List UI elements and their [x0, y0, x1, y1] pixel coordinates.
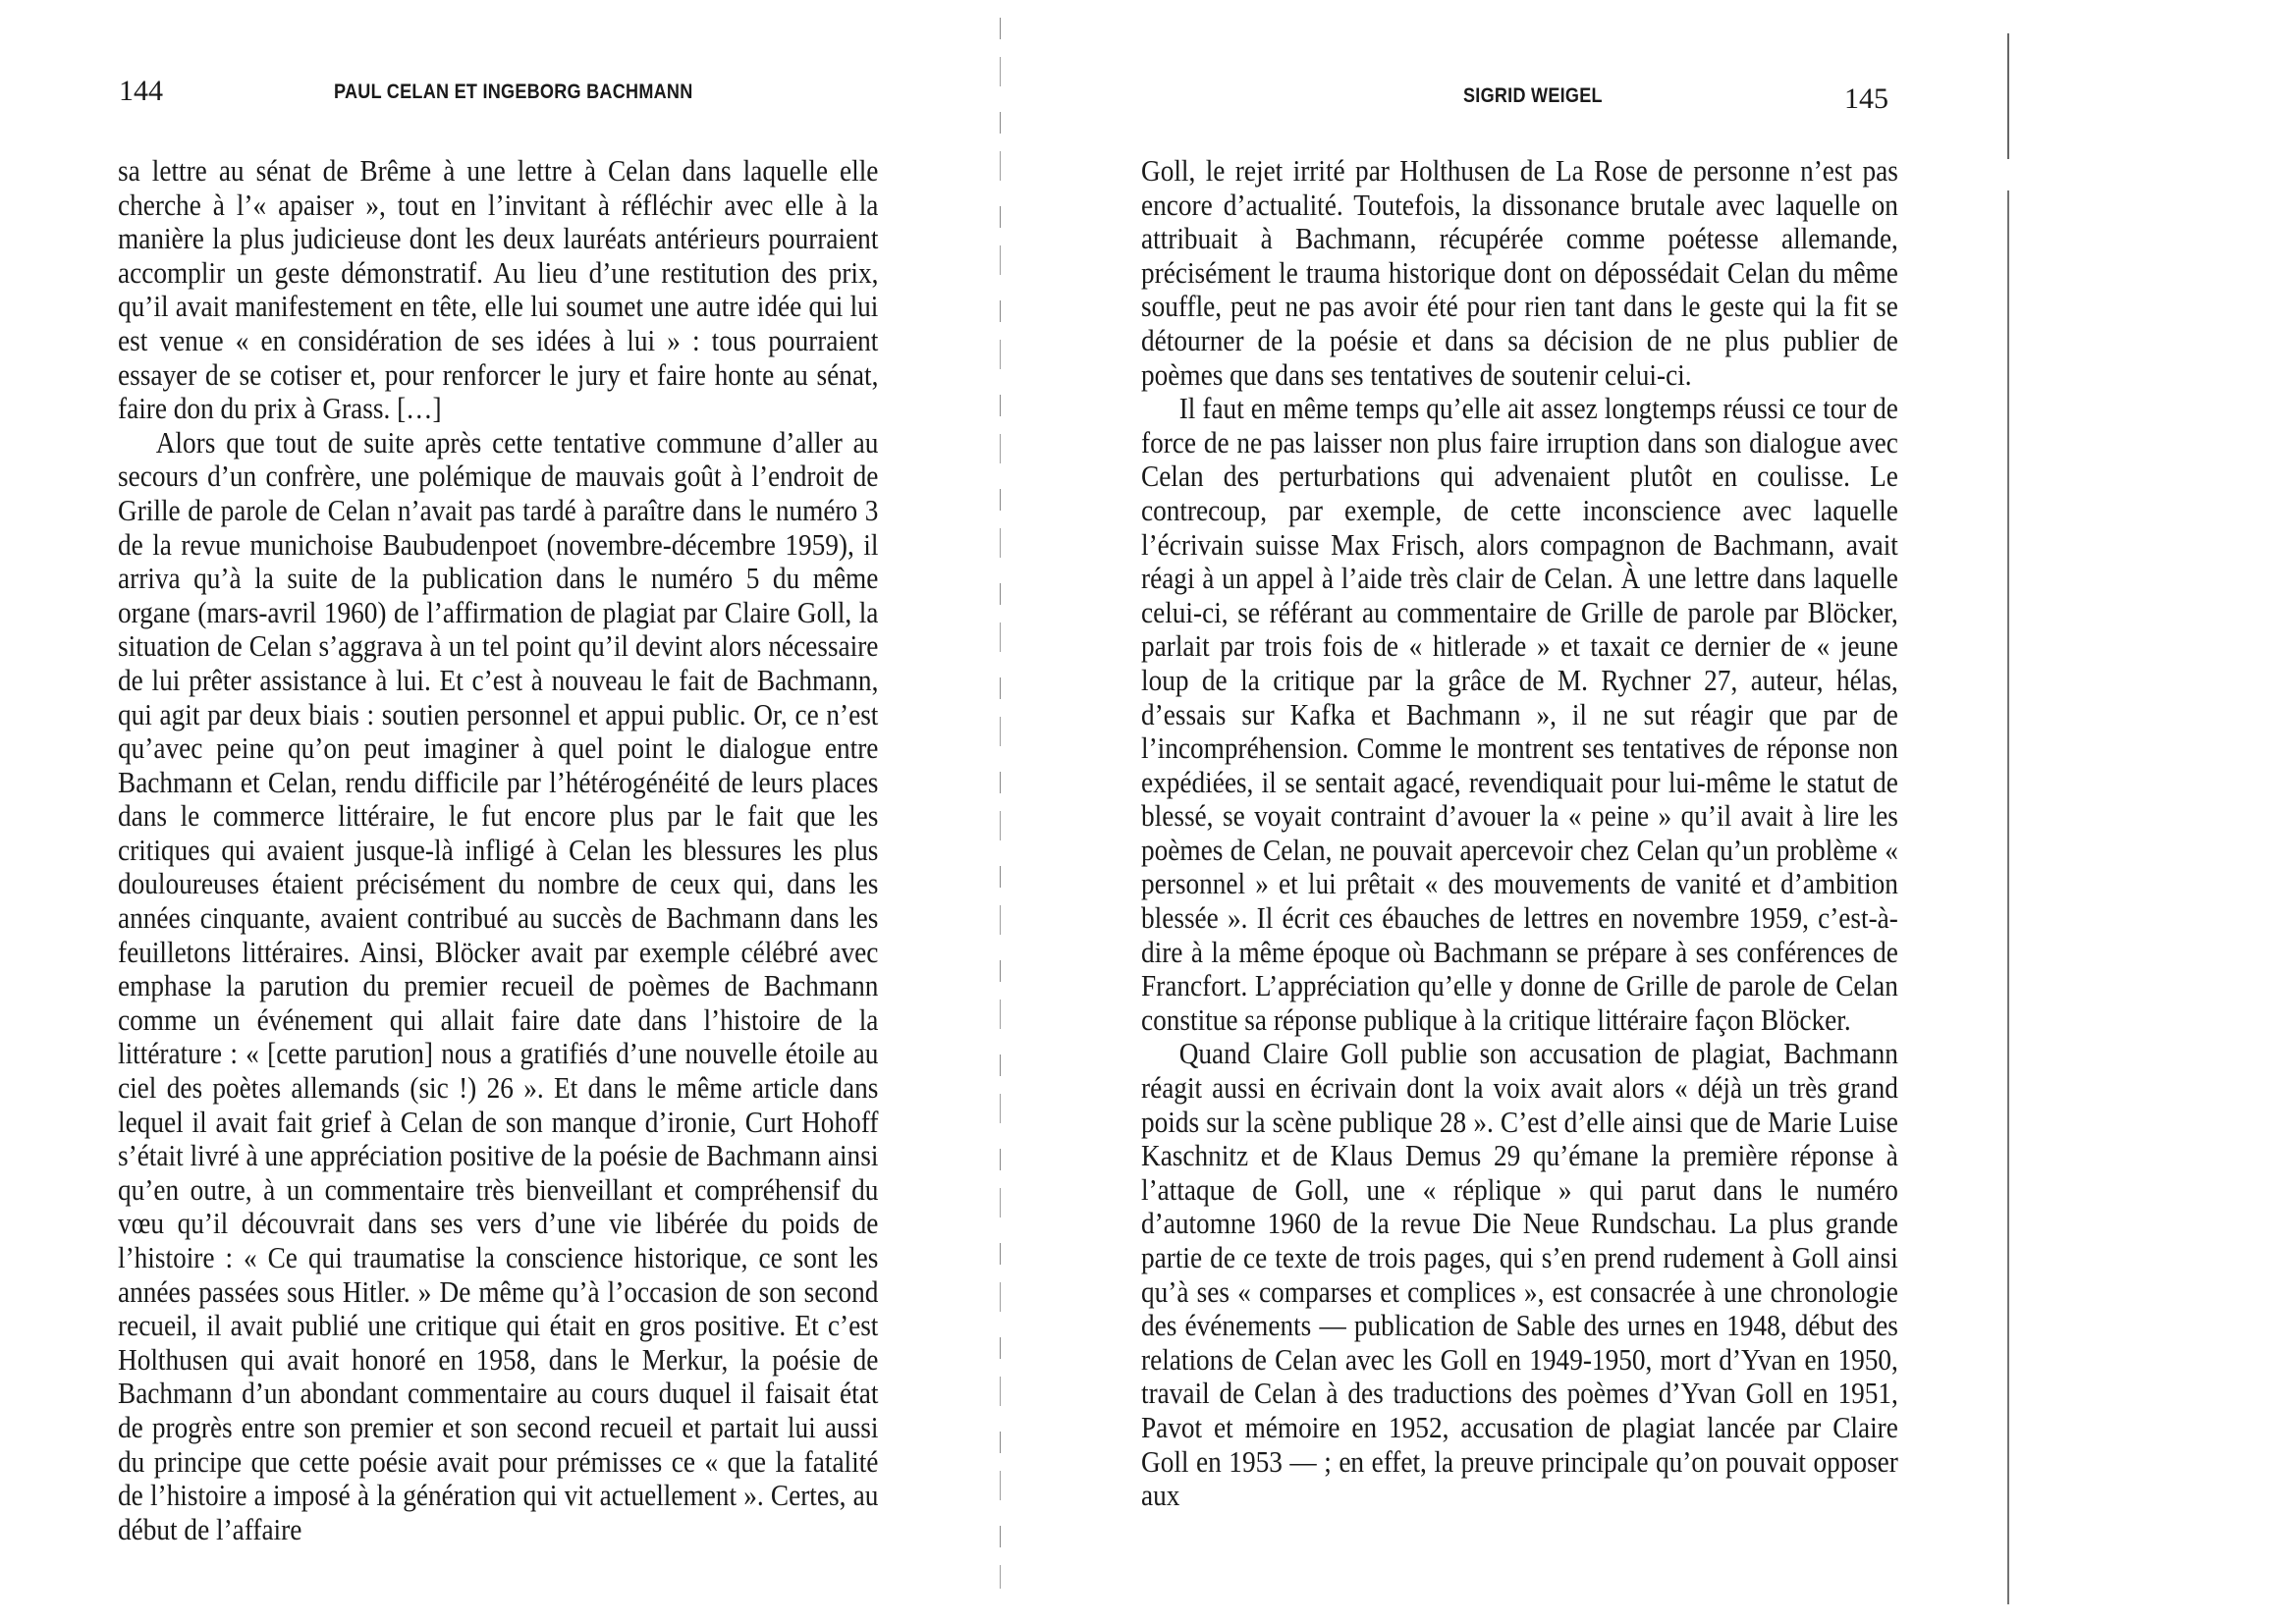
paragraph: Il faut en même temps qu’elle ait assez longtemps réussi ce tour de force de ne pas laisser non plus faire irruption dans son dialogue avec Celan des perturbations qui advenaient plutôt en coulisse. Le contrecoup, par exemple, de cette inconscience avec laquelle l’écrivain suisse Max Frisch, alors compagnon de Bachmann, avait réagi à un appel à l’aide très clair de Celan. À une lettre dans laquelle celui-ci, se référant au commentaire de Grille de parole par Blöcker, parlait par trois fois de « hitlerade » et taxait ce dernier de « jeune loup de la critique par la grâce de M. Rychner 27, auteur, hélas, d’essais sur Kafka et Bachmann », il ne sut réagir que par de l’incompréhension. Comme le montrent ses tentatives de réponse non expédiées, il se sentait agacé, revendiquait pour lui-même le statut de blessé, se voyait contraint d’avouer la « peine » qu’il avait à lire les poèmes de Celan, ne pouvait apercevoir chez Celan qu’un problème « personnel » et lui prêtait « des mouvements de vanité et d’ambition blessée ». Il écrit ces ébauches de lettres en novembre 1959, c’est-à-dire à la même époque où Bachmann se prépare à ses conférences de Francfort. L’appréciation qu’elle y donne de Grille de parole de Celan constitue sa réponse publique à la critique littéraire façon Blöcker. [1141, 391, 1898, 1037]
page-edge [2007, 33, 2009, 1604]
running-head: PAUL CELAN ET INGEBORG BACHMANN [334, 81, 693, 103]
paragraph: sa lettre au sénat de Brême à une lettre à Celan dans laquelle elle cherche à l’« apaiser », tout en l’invitant à réfléchir avec elle à la manière la plus judicieuse dont les deux lauréats antérieurs pourraient accomplir un geste démonstratif. Au lieu d’une restitution des prix, qu’il avait manifestement en tête, elle lui soumet une autre idée qui lui est venue « en considération de ses idées à lui » : tous pourraient essayer de se cotiser et, pour renforcer le jury et faire honte au sénat, faire don du prix à Grass. […] [118, 153, 879, 426]
body-text [1141, 154, 1898, 1513]
right-page [1002, 0, 2296, 1623]
gutter-shadow [1000, 18, 1001, 1589]
paragraph: Goll, le rejet irrité par Holthusen de La Rose de personne n’est pas encore d’actualité. Toutefois, la dissonance brutale avec laquelle on attribuait à Bachmann, récupérée comme poétesse allemande, précisément le trauma historique dont on dépossédait Celan du même souffle, peut ne pas avoir été pour rien tant dans le geste qui la fit se détourner de la poésie et dans sa décision de ne plus publier de poèmes que dans ses tentatives de soutenir celui-ci. [1141, 153, 1898, 392]
page-number: 145 [1844, 82, 1888, 115]
running-head: SIGRID WEIGEL [1463, 84, 1603, 107]
left-page [0, 0, 1002, 1623]
paragraph: Alors que tout de suite après cette tentative commune d’aller au secours d’un confrère, une polémique de mauvais goût à l’endroit de Grille de parole de Celan n’avait pas tardé à paraître dans le numéro 3 de la revue munichoise Baubudenpoet (novembre-décembre 1959), il arriva qu’à la suite de la publication dans le numéro 5 du même organe (mars-avril 1960) de l’affirmation de plagiat par Claire Goll, la situation de Celan s’aggrava à un tel point qu’il devint alors nécessaire de lui prêter assistance à lui. Et c’est à nouveau le fait de Bachmann, qui agit par deux biais : soutien personnel et appui public. Or, ce n’est qu’avec peine qu’on peut imaginer à quel point le dialogue entre Bachmann et Celan, rendu difficile par l’hétérogénéité de leurs places dans le commerce littéraire, le fut encore plus par le fait que les critiques qui avaient jusque-là infligé à Celan les blessures les plus douloureuses étaient précisément du nombre de ceux qui, dans les années cinquante, avaient contribué au succès de Bachmann dans les feuilletons littéraires. Ainsi, Blöcker avait par exemple célébré avec emphase la parution du premier recueil de poèmes de Bachmann comme un événement qui allait faire date dans l’histoire de la littérature : « [cette parution] nous a gratifiés d’une nouvelle étoile au ciel des poètes allemands (sic !) 26 ». Et dans le même article dans lequel il avait fait grief à Celan de son manque d’ironie, Curt Hohoff s’était livré à une appréciation positive de la poésie de Bachmann ainsi qu’en outre, à un commentaire très bienveillant et compréhensif du vœu qu’il découvrait dans ses vers d’une vie libérée du poids de l’histoire : « Ce qui traumatise la conscience historique, ce sont les années passées sous Hitler. » De même qu’à l’occasion de son second recueil, il avait publié une critique qui était en gros positive. Et c’est Holthusen qui avait honoré en 1958, dans le Merkur, la poésie de Bachmann d’un abondant commentaire au cours duquel il faisait état de progrès entre son premier et son second recueil et partait lui aussi du principe que cette poésie avait pour prémisses ce « que la fatalité de l’histoire a imposé à la génération qui vit actuellement ». Certes, au début de l’affaire [118, 424, 879, 1546]
paragraph: Quand Claire Goll publie son accusation de plagiat, Bachmann réagit aussi en écrivain dont la voix avait alors « déjà un très grand poids sur la scène publique 28 ». C’est d’elle ainsi que de Marie Luise Kaschnitz et de Klaus Demus 29 qu’émane la première réponse à l’attaque de Goll, une « réplique » qui parut dans le numéro d’automne 1960 de la revue Die Neue Rundschau. La plus grande partie de ce texte de trois pages, qui s’en prend rudement à Goll ainsi qu’à ses « comparses et complices », est consacrée à une chronologie des événements — publication de Sable des urnes en 1948, début des relations de Celan avec les Goll en 1949-1950, mort d’Yvan en 1950, travail de Celan à des traductions des poèmes d’Yvan Goll en 1951, Pavot et mémoire en 1952, accusation de plagiat lancée par Claire Goll en 1953 — ; en effet, la preuve principale qu’on pouvait opposer aux [1141, 1036, 1898, 1513]
body-text [118, 154, 878, 1546]
page-number: 144 [119, 75, 163, 107]
